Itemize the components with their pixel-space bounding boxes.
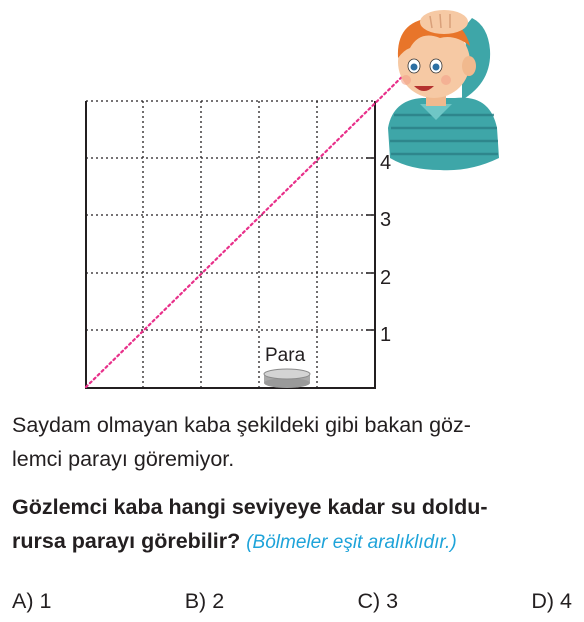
coin-icon <box>264 369 310 388</box>
level-label-2: 2 <box>380 267 392 289</box>
level-ticks <box>366 158 375 330</box>
question-prompt <box>12 490 578 560</box>
choice-b[interactable] <box>185 589 224 614</box>
question-prompt-line2: rursa parayı görebilir? <box>12 529 241 553</box>
sight-line <box>86 67 412 387</box>
question-prompt-line1: Gözlemci kaba hangi seviyeye kadar su doldu- <box>12 495 488 519</box>
level-label-4: 4 <box>380 152 392 174</box>
choice-c-value: 3 <box>386 589 399 613</box>
choice-b-letter: B) <box>184 589 207 613</box>
choice-a[interactable] <box>12 589 51 614</box>
level-label-3: 3 <box>380 209 392 231</box>
choice-d[interactable] <box>531 589 572 614</box>
choice-d-letter: D) <box>531 589 555 613</box>
question-note: (Bölmeler eşit aralıklıdır.) <box>246 532 457 553</box>
question-stem <box>12 408 578 476</box>
answer-choices <box>12 589 572 614</box>
choice-c[interactable] <box>357 589 398 614</box>
choice-c-letter: C) <box>357 589 381 613</box>
level-label-1: 1 <box>380 324 392 346</box>
observer-boy-illustration <box>388 10 499 170</box>
choice-b-value: 2 <box>212 589 225 613</box>
choice-a-letter: A) <box>12 589 34 613</box>
question-stem-line1: Saydam olmayan kaba şekildeki gibi bakan göz- <box>12 413 471 437</box>
choice-d-value: 4 <box>560 589 572 613</box>
question-stem-line2: lemci parayı göremiyor. <box>12 447 235 471</box>
coin-label: Para <box>265 345 306 366</box>
choice-a-value: 1 <box>39 589 52 613</box>
